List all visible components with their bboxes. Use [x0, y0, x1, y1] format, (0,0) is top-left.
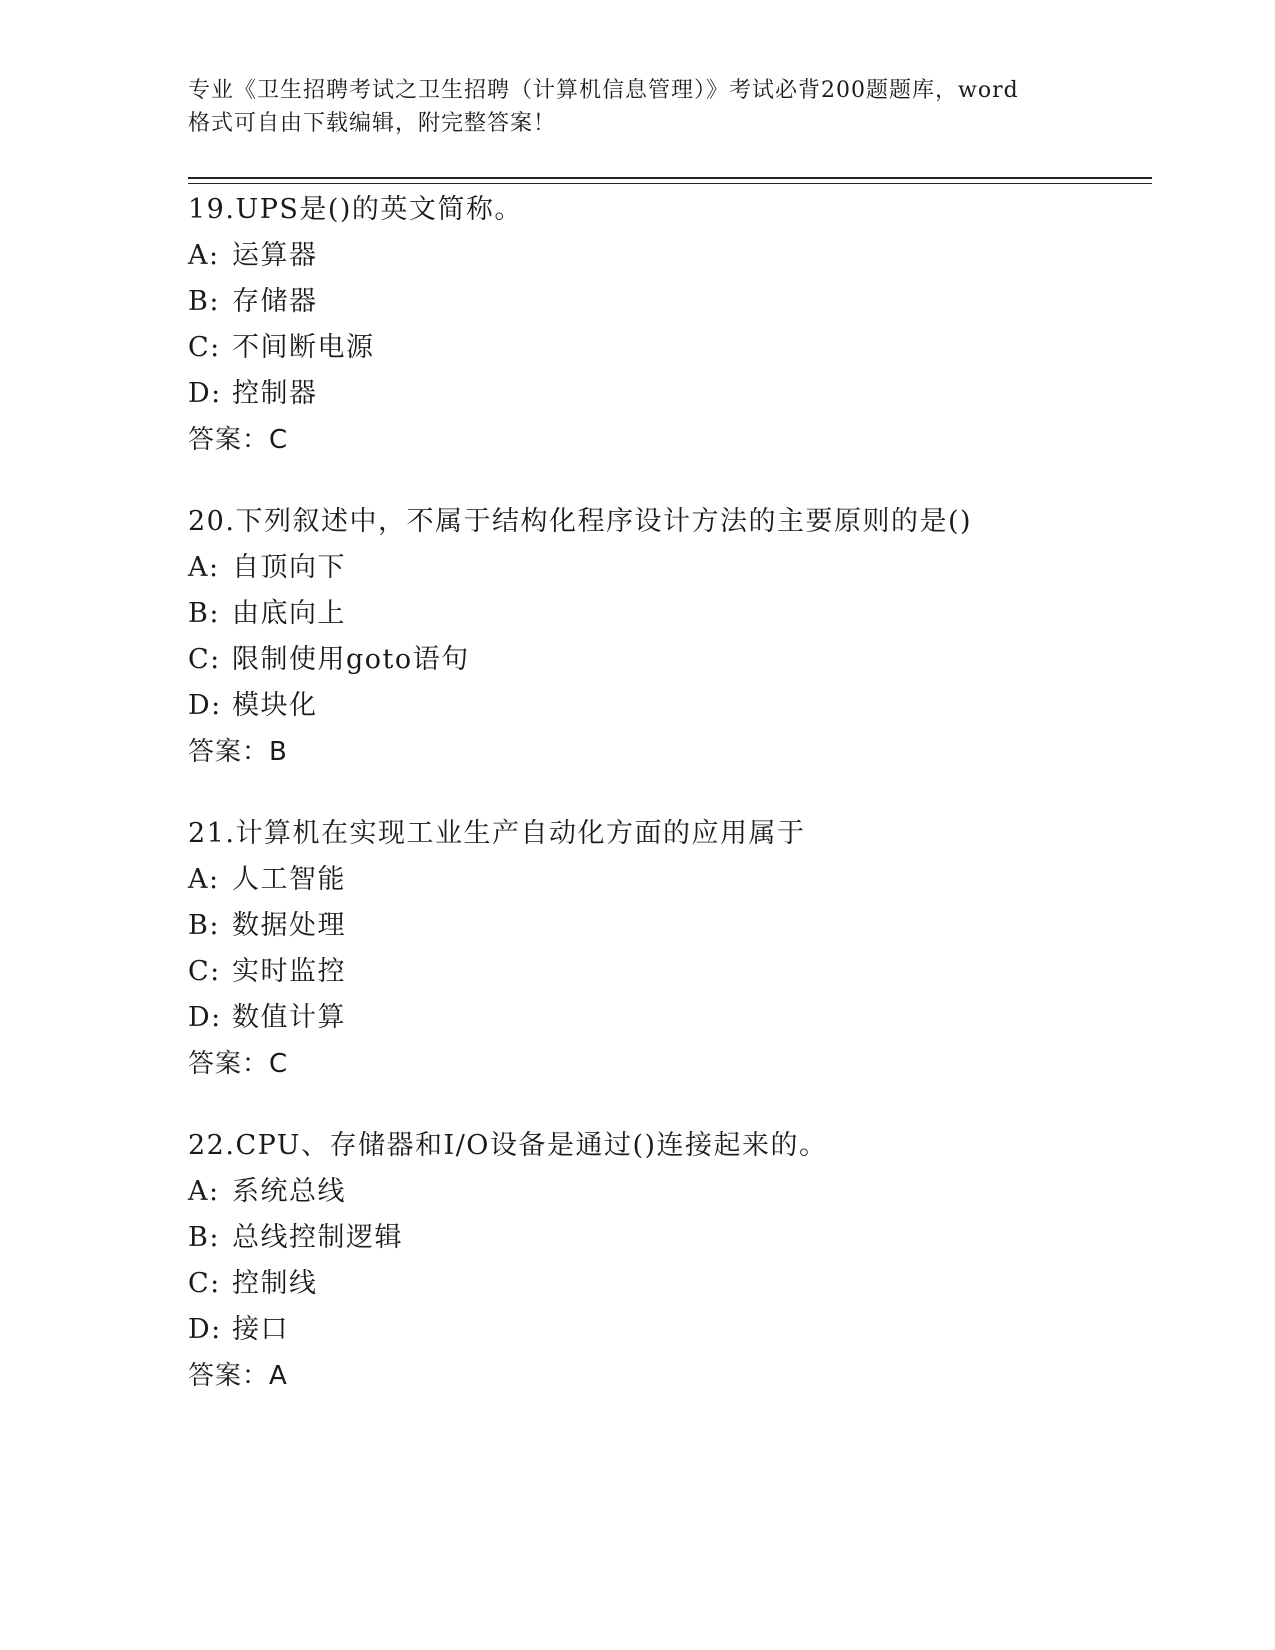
- header-line-1: 专业《卫生招聘考试之卫生招聘（计算机信息管理）》考试必背200题题库，word: [188, 78, 1019, 103]
- option-letter: C:: [188, 956, 221, 987]
- option-letter: C:: [188, 332, 221, 363]
- option-a: [188, 233, 1152, 279]
- option-c: [188, 637, 1152, 683]
- option-d: [188, 1307, 1152, 1353]
- option-text: 控制线: [232, 1268, 318, 1299]
- option-text: 不间断电源: [232, 332, 375, 363]
- option-letter: D:: [188, 1002, 222, 1033]
- option-text: 存储器: [232, 286, 318, 317]
- option-b: [188, 591, 1152, 637]
- option-text: 限制使用goto语句: [232, 644, 470, 675]
- option-text: 由底向上: [232, 598, 346, 629]
- option-d: [188, 683, 1152, 729]
- option-text: 控制器: [232, 378, 318, 409]
- header-divider-thick: [188, 177, 1152, 179]
- option-letter: C:: [188, 644, 221, 675]
- option-b: [188, 903, 1152, 949]
- option-text: 数据处理: [232, 910, 346, 941]
- question-stem: 19.UPS是()的英文简称。: [188, 194, 523, 225]
- option-text: 运算器: [232, 240, 318, 271]
- header-divider-thin: [188, 183, 1152, 184]
- option-letter: B:: [188, 598, 220, 629]
- option-letter: D:: [188, 690, 222, 721]
- option-a: [188, 1169, 1152, 1215]
- document-header: [188, 74, 1088, 140]
- question-21: [188, 811, 1152, 1087]
- header-line-2: 格式可自由下载编辑，附完整答案！: [188, 111, 557, 136]
- option-text: 实时监控: [232, 956, 346, 987]
- question-stem: 22.CPU、存储器和I/O设备是通过()连接起来的。: [188, 1130, 828, 1161]
- option-letter: A:: [188, 240, 220, 271]
- question-list: [188, 187, 1152, 1435]
- option-letter: B:: [188, 910, 220, 941]
- option-b: [188, 279, 1152, 325]
- answer-line: 答案：A: [188, 1361, 288, 1391]
- answer-line: 答案：C: [188, 1049, 289, 1079]
- option-c: [188, 949, 1152, 995]
- option-d: [188, 995, 1152, 1041]
- option-text: 自顶向下: [232, 552, 346, 583]
- question-22: [188, 1123, 1152, 1399]
- option-b: [188, 1215, 1152, 1261]
- option-letter: B:: [188, 1222, 220, 1253]
- option-letter: B:: [188, 286, 220, 317]
- option-letter: C:: [188, 1268, 221, 1299]
- option-a: [188, 545, 1152, 591]
- question-stem: 21.计算机在实现工业生产自动化方面的应用属于: [188, 818, 806, 849]
- option-text: 人工智能: [232, 864, 346, 895]
- answer-line: 答案：B: [188, 737, 288, 767]
- option-letter: D:: [188, 1314, 222, 1345]
- option-text: 总线控制逻辑: [232, 1222, 403, 1253]
- option-letter: A:: [188, 1176, 220, 1207]
- option-letter: A:: [188, 864, 220, 895]
- answer-line: 答案：C: [188, 425, 289, 455]
- question-20: [188, 499, 1152, 775]
- option-text: 接口: [232, 1314, 289, 1345]
- option-a: [188, 857, 1152, 903]
- option-text: 数值计算: [232, 1002, 346, 1033]
- question-stem: 20.下列叙述中，不属于结构化程序设计方法的主要原则的是(): [188, 506, 973, 537]
- option-c: [188, 325, 1152, 371]
- option-c: [188, 1261, 1152, 1307]
- option-d: [188, 371, 1152, 417]
- option-text: 模块化: [232, 690, 318, 721]
- option-text: 系统总线: [232, 1176, 346, 1207]
- option-letter: A:: [188, 552, 220, 583]
- question-19: [188, 187, 1152, 463]
- option-letter: D:: [188, 378, 222, 409]
